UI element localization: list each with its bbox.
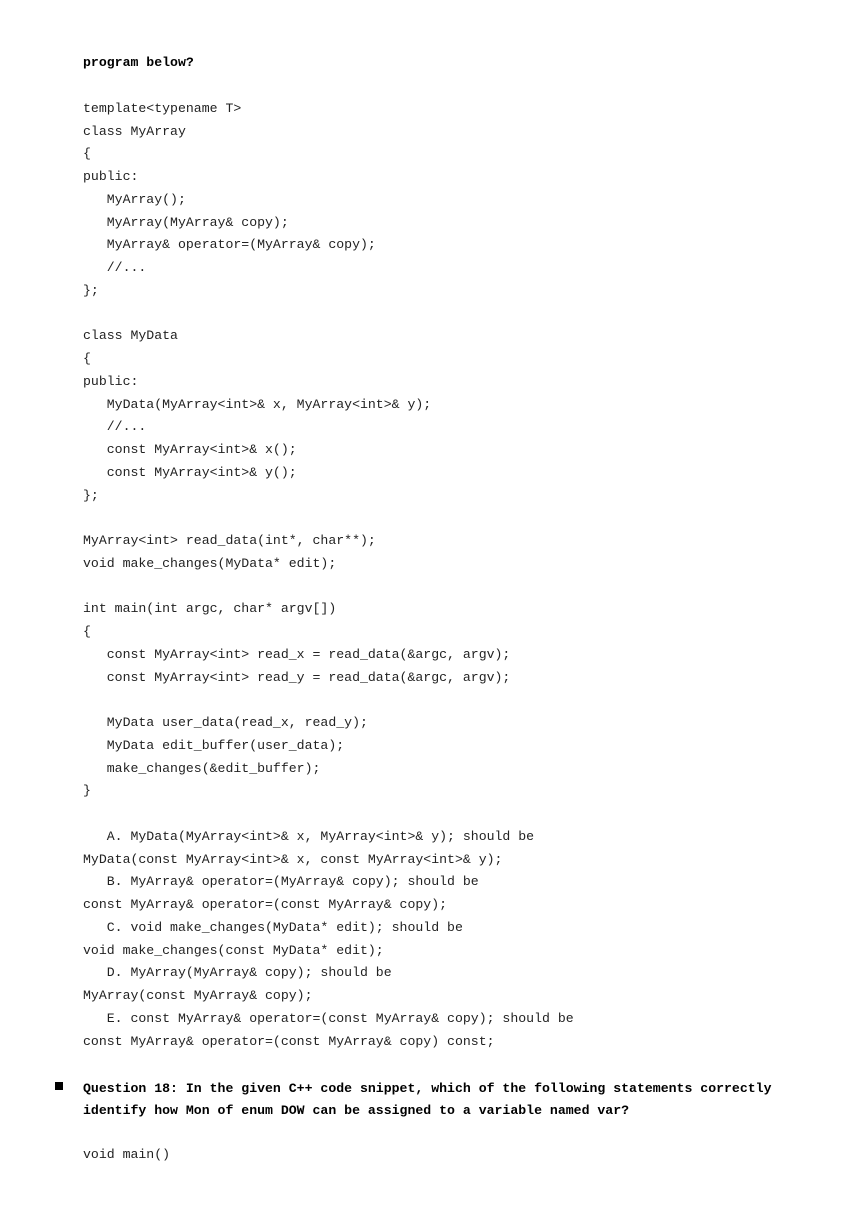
- code-line: class MyArray: [83, 124, 186, 139]
- code-line: {: [83, 146, 91, 161]
- option-c-line: C. void make_changes(MyData* edit); should be: [83, 920, 463, 935]
- code-line: //...: [83, 260, 147, 275]
- code-line: MyArray<int> read_data(int*, char**);: [83, 533, 376, 548]
- option-e-line: E. const MyArray& operator=(const MyArray& copy); should be: [83, 1011, 574, 1026]
- code-line: };: [83, 488, 99, 503]
- code-line: const MyArray<int>& y();: [83, 465, 297, 480]
- code-line: class MyData: [83, 328, 178, 343]
- code-line: MyArray& operator=(MyArray& copy);: [83, 237, 376, 252]
- code-line: MyData user_data(read_x, read_y);: [83, 715, 368, 730]
- option-d-line: D. MyArray(MyArray& copy); should be: [83, 965, 392, 980]
- code-line: const MyArray<int>& x();: [83, 442, 297, 457]
- option-a-continuation: MyData(const MyArray<int>& x, const MyArray<int>& y);: [83, 852, 503, 867]
- option-c-continuation: void make_changes(const MyData* edit);: [83, 943, 384, 958]
- code-line: };: [83, 283, 99, 298]
- code-line: void main(): [83, 1147, 171, 1162]
- question-continuation: program below?: [83, 55, 194, 70]
- code-line: {: [83, 351, 91, 366]
- code-line: MyData(MyArray<int>& x, MyArray<int>& y);: [83, 397, 432, 412]
- square-bullet-icon: [55, 1082, 63, 1090]
- code-line: public:: [83, 374, 139, 389]
- question-18-text: Question 18: In the given C++ code snippet, which of the following statements correctly identify how Mon of enum DOW can be assigned to a variable named var?: [83, 1081, 772, 1118]
- code-line: make_changes(&edit_buffer);: [83, 761, 321, 776]
- code-line: {: [83, 624, 91, 639]
- code-line: MyArray(MyArray& copy);: [83, 215, 289, 230]
- option-b-line: B. MyArray& operator=(MyArray& copy); should be: [83, 874, 479, 889]
- code-line: MyArray();: [83, 192, 186, 207]
- code-line: int main(int argc, char* argv[]): [83, 601, 337, 616]
- option-d-continuation: MyArray(const MyArray& copy);: [83, 988, 313, 1003]
- code-line: const MyArray<int> read_x = read_data(&argc, argv);: [83, 647, 511, 662]
- code-line: void make_changes(MyData* edit);: [83, 556, 337, 571]
- code-line: template<typename T>: [83, 101, 242, 116]
- code-line: //...: [83, 419, 147, 434]
- code-line: const MyArray<int> read_y = read_data(&argc, argv);: [83, 670, 511, 685]
- code-line: MyData edit_buffer(user_data);: [83, 738, 345, 753]
- option-b-continuation: const MyArray& operator=(const MyArray& copy);: [83, 897, 448, 912]
- option-e-continuation: const MyArray& operator=(const MyArray& copy) const;: [83, 1034, 495, 1049]
- option-a-line: A. MyData(MyArray<int>& x, MyArray<int>& y); should be: [83, 829, 535, 844]
- code-line: public:: [83, 169, 139, 184]
- code-line: }: [83, 783, 91, 798]
